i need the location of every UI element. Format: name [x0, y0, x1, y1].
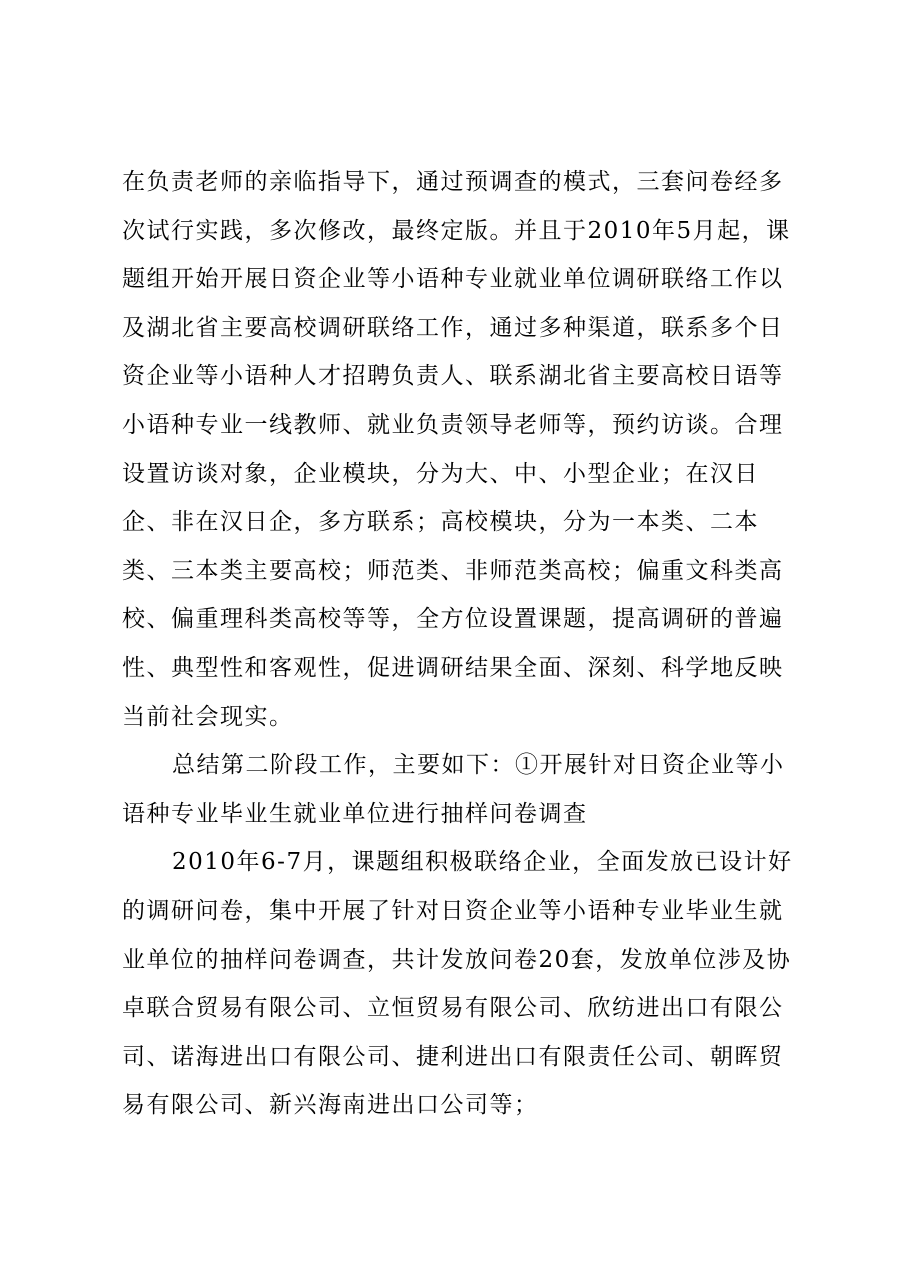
text-line: 资企业等小语种人才招聘负责人、联系湖北省主要高校日语等 — [122, 363, 784, 390]
text-line: 在负责老师的亲临指导下，通过预调查的模式，三套问卷经多 — [122, 169, 784, 195]
text-line: 设置访谈对象，企业模块，分为大、中、小型企业；在汉日 — [122, 460, 759, 487]
text-line: 性、典型性和客观性，促进调研结果全面、深刻、科学地反映 — [122, 654, 784, 681]
text-line: 语种专业毕业生就业单位进行抽样问卷调查 — [122, 800, 588, 827]
text-line: 卓联合贸易有限公司、立恒贸易有限公司、欣纺进出口有限公 — [122, 995, 784, 1022]
text-line: 题组开始开展日资企业等小语种专业就业单位调研联络工作以 — [122, 266, 784, 293]
text-line: 校、偏重理科类高校等等，全方位设置课题，提高调研的普遍 — [122, 606, 784, 633]
text-line: 业单位的抽样问卷调查，共计发放问卷20套，发放单位涉及协 — [122, 946, 792, 973]
text-line: 2010年6-7月，课题组积极联络企业，全面发放已设计好 — [172, 849, 793, 876]
text-line: 当前社会现实。 — [122, 703, 294, 730]
text-line: 司、诺海进出口有限公司、捷利进出口有限责任公司、朝晖贸 — [122, 1043, 784, 1070]
text-line: 易有限公司、新兴海南进出口公司等； — [122, 1092, 539, 1119]
text-line: 次试行实践，多次修改，最终定版。并且于2010年5月起，课 — [122, 217, 791, 244]
text-line: 小语种专业一线教师、就业负责领导老师等，预约访谈。合理 — [122, 411, 784, 438]
text-line: 类、三本类主要高校；师范类、非师范类高校；偏重文科类高 — [122, 557, 784, 584]
text-line: 的调研问卷，集中开展了针对日资企业等小语种专业毕业生就 — [122, 897, 784, 924]
text-line: 总结第二阶段工作，主要如下：①开展针对日资企业等小 — [172, 752, 785, 779]
body-text — [122, 158, 798, 1130]
text-line: 及湖北省主要高校调研联络工作，通过多种渠道，联系多个日 — [122, 314, 784, 341]
text-line: 企、非在汉日企，多方联系；高校模块，分为一本类、二本 — [122, 509, 759, 536]
